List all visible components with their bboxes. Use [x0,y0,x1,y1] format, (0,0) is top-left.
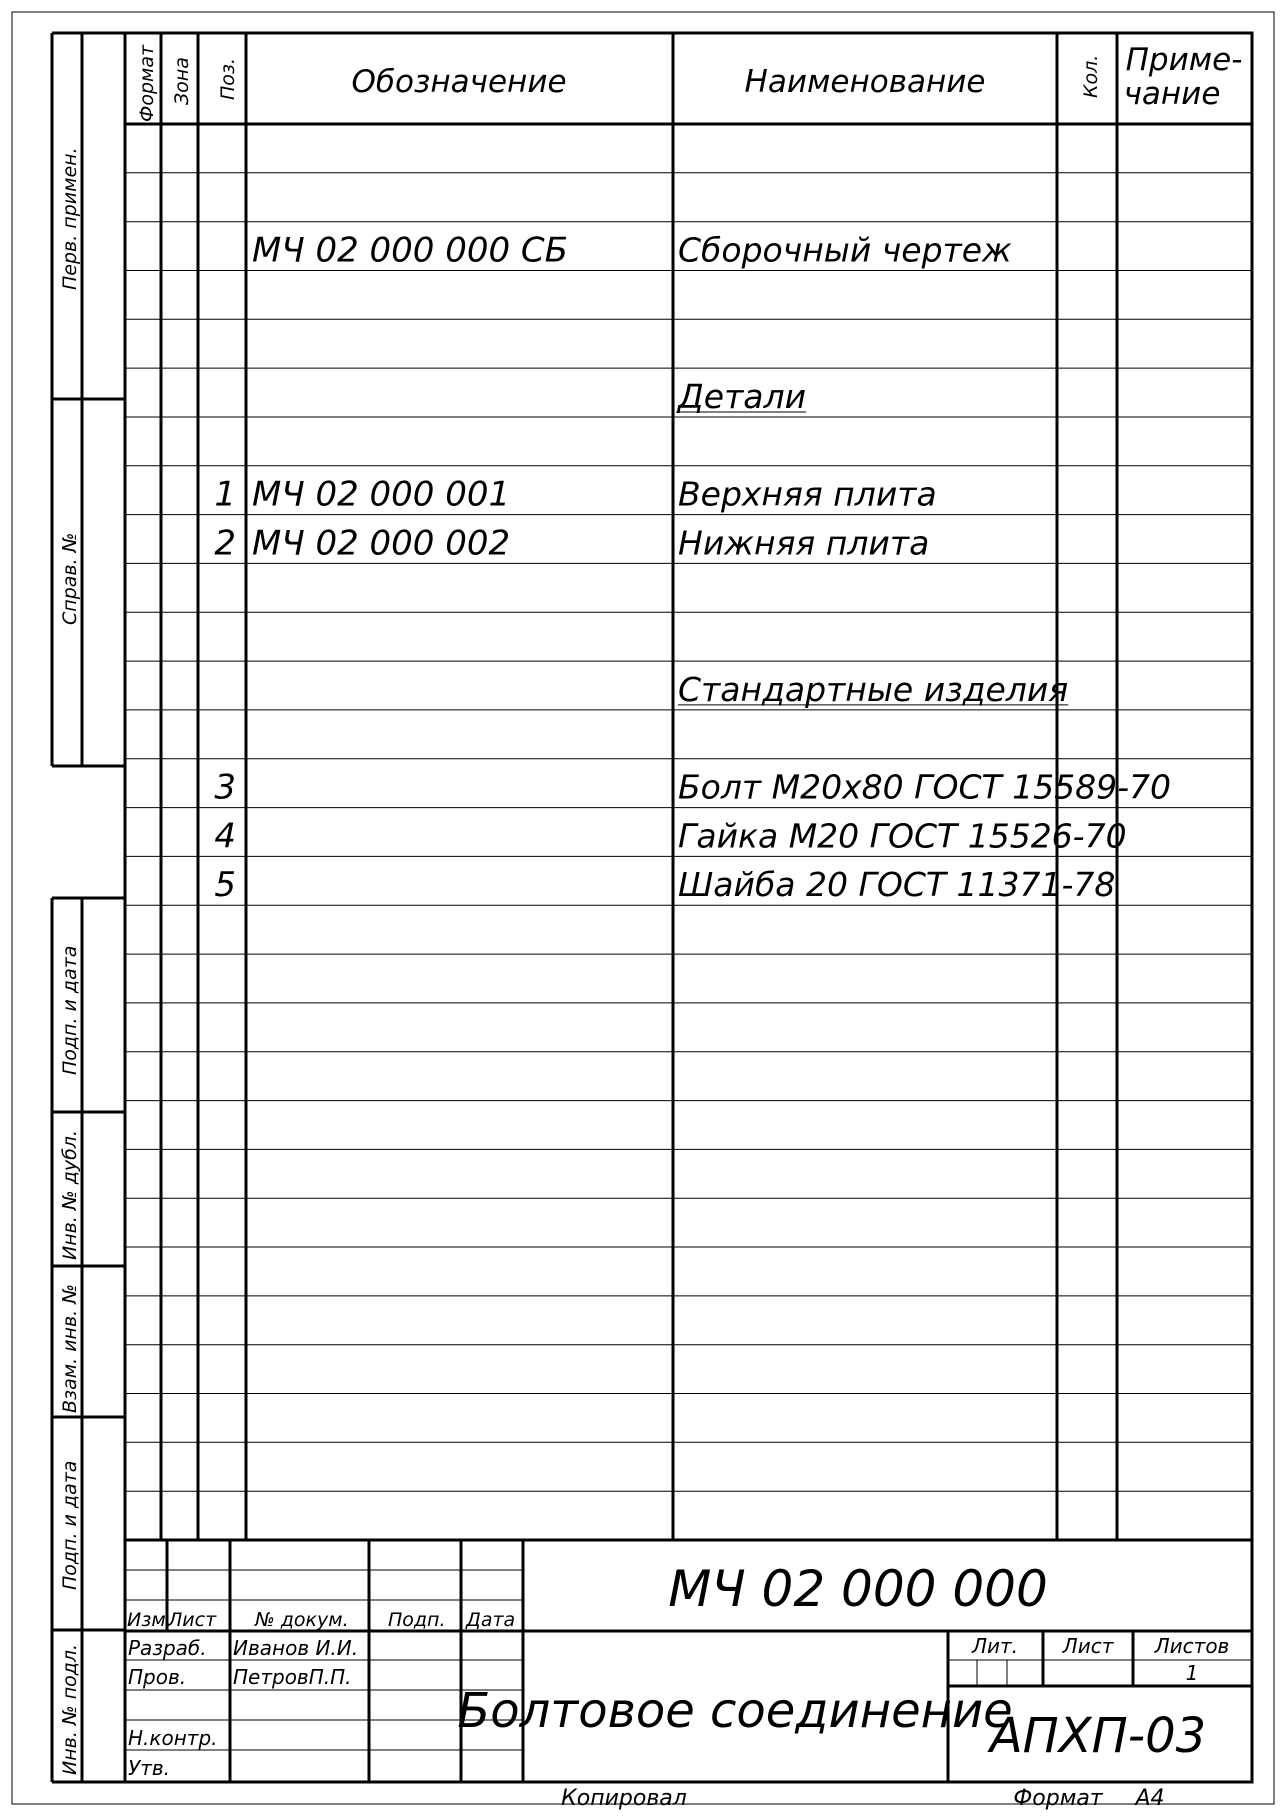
row-name: Болт М20х80 ГОСТ 15589-70 [678,767,1172,807]
row-name: Верхняя плита [678,474,937,514]
side-label-inv-dubl: Инв. № дубл. [59,1130,81,1260]
row-name: Сборочный чертеж [678,230,1012,270]
outer-trim-line [12,12,1274,1804]
lit-label: Лит. [971,1634,1019,1658]
sheet-label: Лист [1062,1634,1114,1658]
row-designation: МЧ 02 000 002 [252,523,511,564]
document-name: Болтовое соединение [457,1683,1013,1739]
person-prov: ПетровП.П. [233,1665,352,1689]
document-code: МЧ 02 000 000 [668,1560,1048,1618]
col-data: Дата [466,1609,516,1631]
row-name: Нижняя плита [678,523,930,563]
row-name: Стандартные изделия [678,669,1069,709]
person-razrab: Иванов И.И. [233,1636,359,1660]
table-row [214,816,1126,856]
row-pos: 5 [214,865,236,906]
row-name: Детали [678,377,807,416]
side-label-podp-data-bottom: Подп. и дата [59,1460,81,1590]
header-designation: Обозначение [351,64,567,100]
organization: АПХП-03 [989,1708,1207,1764]
side-label-sprav-no: Справ. № [59,532,81,625]
table-row [214,768,1171,808]
col-list: Лист [168,1609,217,1631]
col-docum: № докум. [255,1609,349,1631]
role-utv: Утв. [128,1756,170,1780]
col-podp: Подп. [388,1609,446,1631]
row-pos: 3 [214,767,236,808]
sheets-value: 1 [1185,1661,1199,1685]
footer-format-label: Формат [1013,1786,1103,1811]
row-pos: 2 [214,523,236,564]
row-name: Шайба 20 ГОСТ 11371-78 [678,865,1116,905]
side-label-podp-data-top: Подп. и дата [59,945,81,1075]
row-name: Гайка М20 ГОСТ 15526-70 [678,816,1127,856]
row-designation: МЧ 02 000 000 СБ [252,230,568,271]
table-row [214,523,929,563]
row-pos: 4 [214,816,236,857]
drawing-frame [125,33,1252,1782]
table-row [252,231,1012,271]
row-designation: МЧ 02 000 001 [252,474,511,515]
side-label-inv-podl: Инв. № подл. [59,1643,81,1775]
table-row [678,670,1068,709]
header-qty: Кол. [1080,54,1102,98]
table-row [214,475,936,515]
header-pos: Поз. [217,57,239,100]
col-izm: Изм. [127,1609,172,1631]
sheets-label: Листов [1154,1634,1230,1658]
header-note-line2: чание [1123,76,1221,112]
row-pos: 1 [214,474,236,515]
header-name: Наименование [744,64,986,100]
header-format: Формат [136,44,158,122]
footer-format-value: А4 [1135,1786,1165,1811]
table-row [676,377,806,416]
side-label-perv-primen: Перв. примен. [59,147,81,290]
role-prov: Пров. [128,1665,187,1689]
table-row [214,865,1115,905]
table-rows [214,231,1171,906]
header-note-line1: Приме- [1125,42,1243,78]
header-zone: Зона [171,57,193,105]
role-nkontr: Н.контр. [128,1726,218,1750]
side-label-vzam-inv: Взам. инв. № [59,1283,81,1413]
footer-copied: Копировал [561,1786,687,1811]
role-razrab: Разраб. [128,1636,207,1660]
